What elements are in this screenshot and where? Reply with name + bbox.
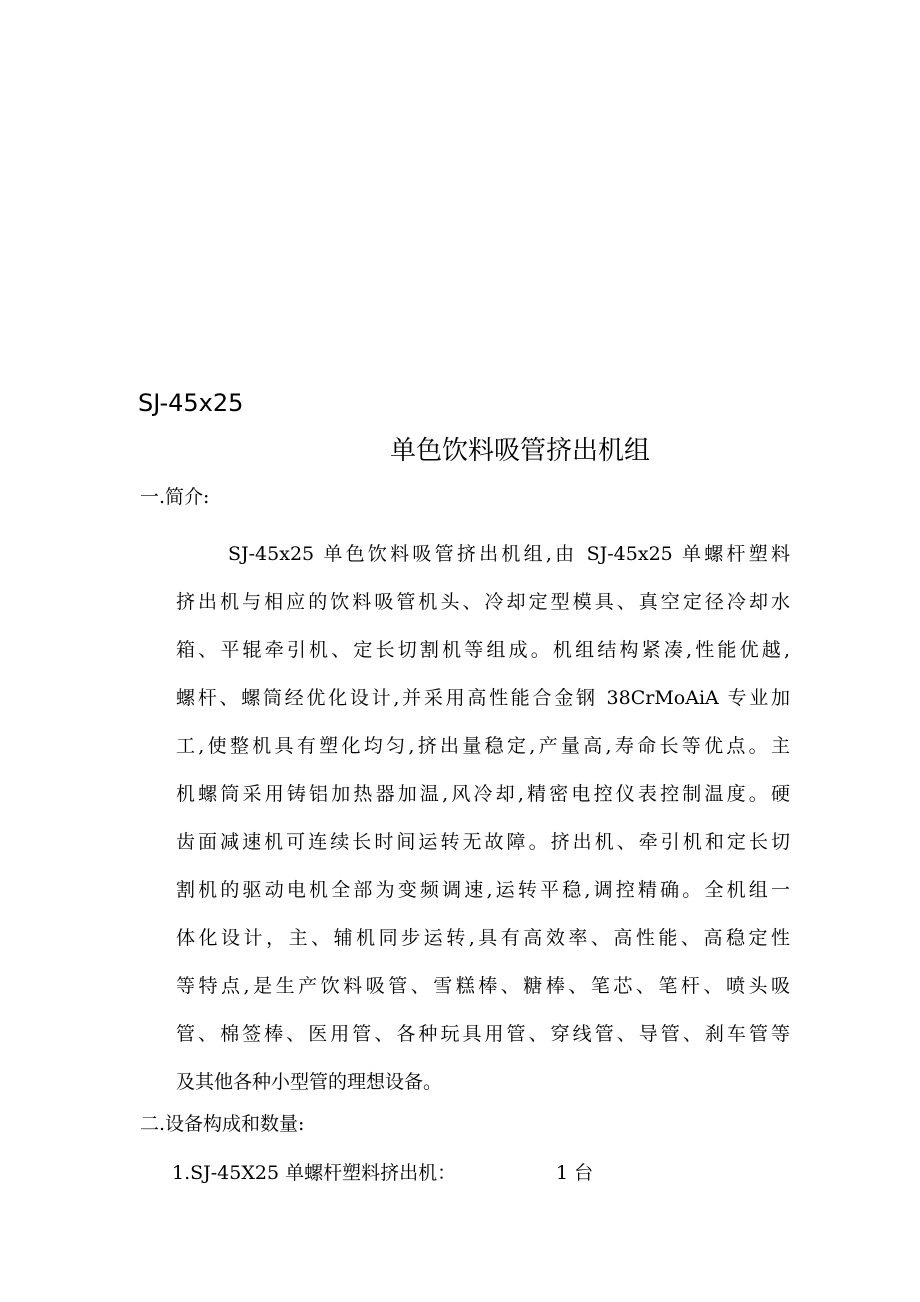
equipment-item-quantity: 1 台 (556, 1162, 594, 1184)
paragraph-line: 割机的驱动电机全部为变频调速,运转平稳,调控精确。全机组一 (176, 879, 790, 901)
intro-paragraph (176, 530, 790, 1106)
paragraph-line: 及其他各种小型管的理想设备。 (176, 1071, 443, 1093)
paragraph-line: 机螺筒采用铸铝加热器加温,风冷却,精密电控仪表控制温度。硬 (176, 783, 790, 805)
paragraph-line: 管、棉签棒、医用管、各种玩具用管、穿线管、导管、刹车管等 (176, 1023, 790, 1045)
document-title: 单色饮料吸管挤出机组 (390, 436, 651, 466)
paragraph-line: 工,使整机具有塑化均匀,挤出量稳定,产量高,寿命长等优点。主 (176, 735, 790, 757)
equipment-item-name: 1.SJ-45X25 单螺杆塑料挤出机： (172, 1162, 457, 1184)
paragraph-line: 螺杆、螺筒经优化设计,并采用高性能合金钢 38CrMoAiA 专业加 (176, 687, 790, 709)
paragraph-line: 齿面减速机可连续长时间运转无故障。挤出机、牵引机和定长切 (176, 831, 790, 853)
model-code: SJ-45x25 (138, 389, 244, 417)
section-heading-intro: 一.简介: (140, 486, 210, 508)
paragraph-line: 等特点,是生产饮料吸管、雪糕棒、糖棒、笔芯、笔杆、喷头吸 (176, 975, 790, 997)
paragraph-line: 箱、平辊牵引机、定长切割机等组成。机组结构紧凑,性能优越, (176, 639, 790, 661)
paragraph-line: 挤出机与相应的饮料吸管机头、冷却定型模具、真空定径冷却水 (176, 591, 790, 613)
section-heading-equipment: 二.设备构成和数量: (140, 1113, 305, 1135)
paragraph-line: SJ-45x25 单色饮料吸管挤出机组,由 SJ-45x25 单螺杆塑料 (228, 543, 790, 565)
paragraph-line: 体化设计，主、辅机同步运转,具有高效率、高性能、高稳定性 (176, 927, 790, 949)
